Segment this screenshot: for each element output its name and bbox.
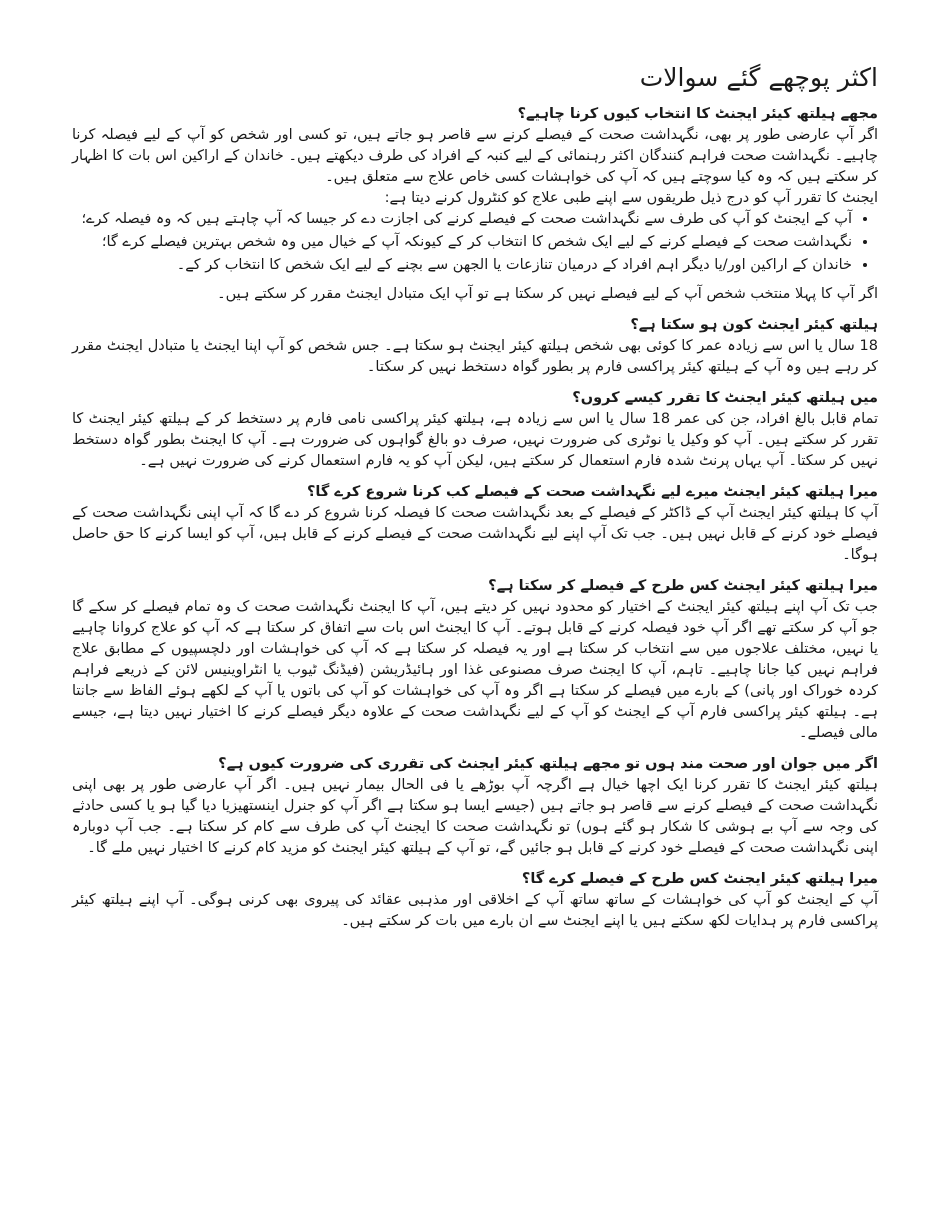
faq-question: میرا ہیلتھ کیئر ایجنٹ میرے لیے نگہداشت صحت کے فیصلے کب کرنا شروع کرے گا؟	[306, 484, 878, 500]
faq-answer-paragraph: آپ کا ہیلتھ کیئر ایجنٹ آپ کے ڈاکٹر کے فیصلے کے بعد نگہداشت صحت کا فیصلہ کرنا شروع کر دے گا کہ آپ اپنی نگہداشت صحت کے فیصلے خود کرنے کے قابل نہیں ہیں۔ جب تک آپ اپنے لیے نگہداشت صحت کے فیصلے کرنے کے قابل ہیں، آپ کو ایسا کرنے کا حق حاصل ہوگا۔	[72, 505, 878, 563]
faq-answer-paragraph: اگر آپ عارضی طور پر بھی، نگہداشت صحت کے فیصلے کرنے سے قاصر ہو جاتے ہیں، تو کسی اور شخص کو آپ کے لیے فیصلہ کرنا چاہیے۔ نگہداشت صحت فراہم کنندگان اکثر رہنمائی کے لیے کنبہ کے افراد کی طرف دیکھتے ہیں۔ خاندان کے اراکین اس بات کا اظہار کر سکتے ہیں کہ وہ کیا سوچتے ہیں کہ آپ کی خواہشات کسی خاص علاج سے متعلق ہیں۔	[72, 127, 878, 185]
page-title: اکثر پوچھے گئے سوالات	[639, 63, 878, 92]
faq-section-how-appoint	[72, 388, 878, 472]
faq-section-young-healthy	[72, 754, 878, 859]
faq-answer-paragraph: تمام قابل بالغ افراد، جن کی عمر 18 سال یا اس سے زیادہ ہے، ہیلتھ کیئر پراکسی نامی فارم پر دستخط کر کے ہیلتھ کیئر ایجنٹ کا تقرر کر سکتے ہیں۔ آپ کو وکیل یا نوٹری کی ضرورت نہیں، صرف دو بالغ گواہوں کی ضرورت ہے۔ آپ کا ایجنٹ بطور گواہ دستخط نہیں کر سکتا۔ آپ یہاں پرنٹ شدہ فارم استعمال کر سکتے ہیں، لیکن آپ کو یہ فارم استعمال کرنے کی ضرورت نہیں ہے۔	[72, 411, 878, 469]
faq-section-how-decide	[72, 869, 878, 932]
faq-question: اگر میں جوان اور صحت مند ہوں تو مجھے ہیلتھ کیئر ایجنٹ کی تقرری کی ضرورت کیوں ہے؟	[218, 756, 878, 772]
faq-answer-paragraph: 18 سال یا اس سے زیادہ عمر کا کوئی بھی شخص ہیلتھ کیئر ایجنٹ ہو سکتا ہے۔ جس شخص کو آپ اپنا ایجنٹ یا متبادل ایجنٹ مقرر کر رہے ہیں وہ آپ کے ہیلتھ کیئر پراکسی فارم پر بطور گواہ دستخط نہیں کر سکتا۔	[72, 338, 878, 375]
faq-section-why-choose-agent	[72, 104, 878, 305]
faq-page	[72, 60, 878, 942]
faq-question: میرا ہیلتھ کیئر ایجنٹ کس طرح کے فیصلے کر سکتا ہے؟	[488, 578, 878, 594]
faq-question: مجھے ہیلتھ کیئر ایجنٹ کا انتخاب کیوں کرنا چاہیے؟	[517, 106, 878, 122]
bullet-item: • خاندان کے اراکین اور/یا دیگر اہم افراد کے درمیان تنازعات یا الجھن سے بچنے کے لیے ایک شخص کا انتخاب کر کے۔	[72, 255, 852, 276]
bullet-list	[72, 209, 878, 276]
faq-question: میں ہیلتھ کیئر ایجنٹ کا تقرر کیسے کروں؟	[572, 390, 878, 406]
bullet-item: • آپ کے ایجنٹ کو آپ کی طرف سے نگہداشت صحت کے فیصلے کرنے کی اجازت دے کر جیسا کہ آپ چاہتے ہیں کہ وہ فیصلہ کرے؛	[72, 209, 852, 230]
faq-question: میرا ہیلتھ کیئر ایجنٹ کس طرح کے فیصلے کرے گا؟	[521, 871, 878, 887]
faq-answer-paragraph: جب تک آپ اپنے ہیلتھ کیئر ایجنٹ کے اختیار کو محدود نہیں کر دیتے ہیں، آپ کا ایجنٹ نگہداشت صحت ک وہ تمام فیصلے کر سکے گا جو آپ کر سکتے تھے اگر آپ خود فیصلہ کرنے کے قابل ہوتے۔ آپ کا ایجنٹ اس بات سے اتفاق کر سکتا ہے کہ آپ کو علاج کروانا چاہیے یا نہیں، مختلف علاجوں میں سے انتخاب کر سکتا ہے اور یہ فیصلہ کر سکتا ہے کہ آپ کی خواہشات اور دلچسپیوں کے مطابق علاج فراہم نہیں کیا جانا چاہیے۔ تاہم، آپ کا ایجنٹ صرف مصنوعی غذا اور ہائیڈریشن (فیڈنگ ٹیوب یا انٹراوینیس لائن کے ذریعے فراہم کردہ خوراک اور پانی) کے بارے میں فیصلے کر سکتا ہے اگر وہ آپ کی خواہشات کو آپ کی باتوں یا آپ کے لکھے ہوئے الفاظ سے جانتا ہے۔ ہیلتھ کیئر پراکسی فارم آپ کے ایجنٹ کو آپ کے لیے نگہداشت صحت کے علاوہ دیگر فیصلے کرنے کا اختیار نہیں دیتا ہے، جیسے مالی فیصلے۔	[72, 599, 878, 741]
bullet-item: • نگہداشت صحت کے فیصلے کرنے کے لیے ایک شخص کا انتخاب کر کے کیونکہ آپ کے خیال میں وہ شخص بہترین فیصلے کرے گا؛	[72, 232, 852, 253]
faq-section-what-decisions	[72, 576, 878, 744]
faq-answer-paragraph: اگر آپ کا پہلا منتخب شخص آپ کے لیے فیصلے نہیں کر سکتا ہے تو آپ ایک متبادل ایجنٹ مقرر کر سکتے ہیں۔	[217, 286, 878, 302]
faq-answer-paragraph: ایجنٹ کا تقرر آپ کو درج ذیل طریقوں سے اپنے طبی علاج کو کنٹرول کرنے دیتا ہے:	[384, 190, 878, 206]
faq-question: ہیلتھ کیئر ایجنٹ کون ہو سکتا ہے؟	[630, 317, 878, 333]
faq-section-who-can-be-agent	[72, 315, 878, 378]
faq-answer-paragraph: آپ کے ایجنٹ کو آپ کی خواہشات کے ساتھ ساتھ آپ کے اخلاقی اور مذہبی عقائد کی پیروی بھی کرنی ہوگی۔ آپ اپنے ہیلتھ کیئر پراکسی فارم پر ہدایات لکھ سکتے ہیں یا اپنے ایجنٹ سے ان بارے میں بات کر سکتے ہیں۔	[72, 892, 878, 929]
faq-section-when-start	[72, 482, 878, 566]
faq-answer-paragraph: ہیلتھ کیئر ایجنٹ کا تقرر کرنا ایک اچھا خیال ہے اگرچہ آپ بوڑھے یا فی الحال بیمار نہیں ہیں۔ اگر آپ عارضی طور پر بھی اپنی نگہداشت صحت کے فیصلے کرنے سے قاصر ہو جاتے ہیں (جیسے ایسا ہو سکتا ہے اگر آپ کو جنرل اینستھیزیا دیا گیا ہو یا کسی حادثے کی وجہ سے آپ بے ہوشی کا شکار ہو گئے ہوں) تو نگہداشت صحت کا ایجنٹ آپ کی طرف سے کام کر سکتا ہے۔ جب آپ دوبارہ اپنی نگہداشت صحت کے فیصلے خود کرنے کے قابل ہو جائیں گے، تو آپ کے ہیلتھ کیئر ایجنٹ کو مزید کام کرنے کا اختیار نہیں ملے گا۔	[72, 777, 878, 856]
